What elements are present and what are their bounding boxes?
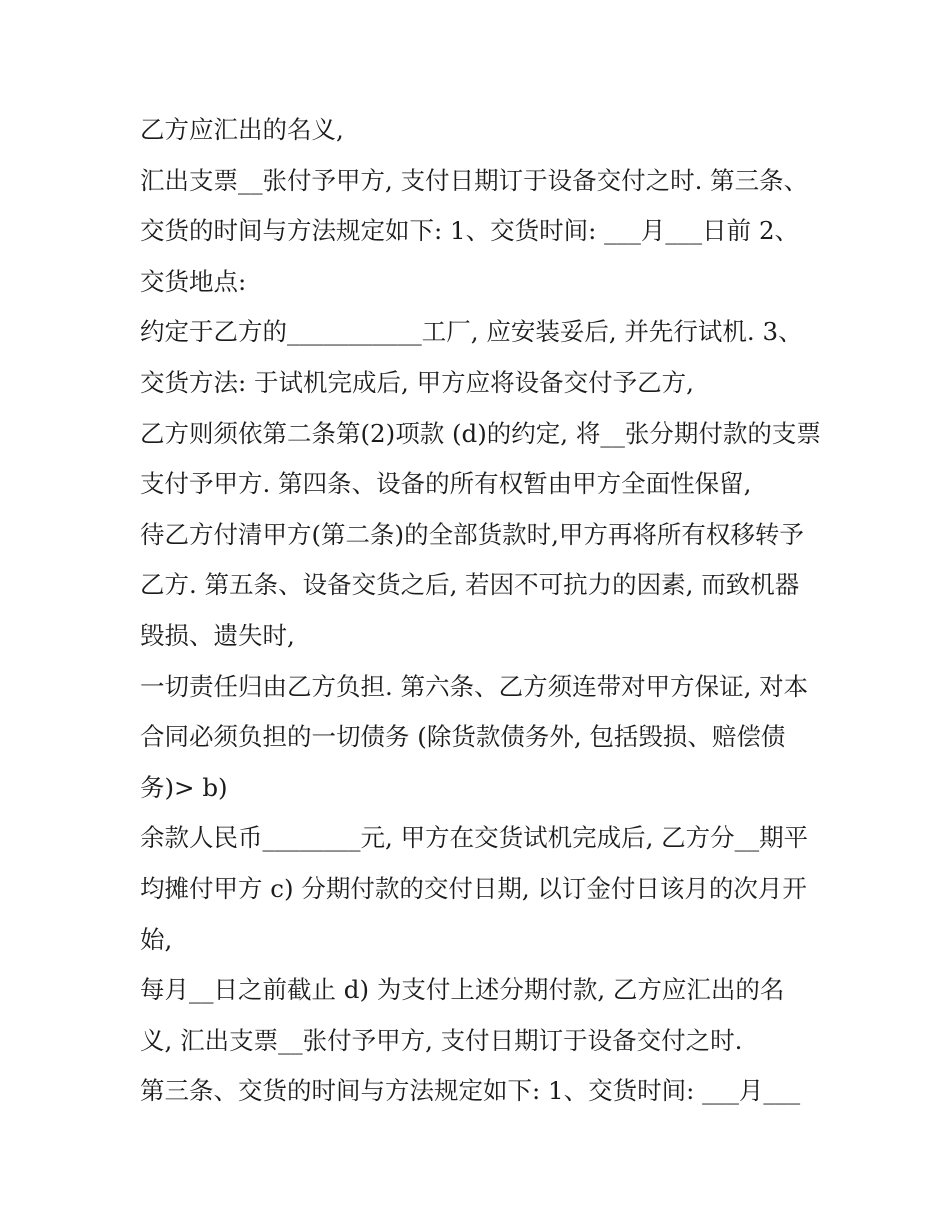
document-body [140,105,830,1117]
text-line: 第三条、交货的时间与方法规定如下: 1、交货时间: ___月___ [140,1076,801,1106]
text-line: 始, [140,924,173,954]
text-line: 务)> b) [140,772,228,802]
text-line: 余款人民币________元, 甲方在交货试机完成后, 乙方分__期平 [140,823,809,853]
text-line: 每月__日之前截止 d) 为支付上述分期付款, 乙方应汇出的名 [140,975,785,1005]
text-line: 毁损、遗失时, [140,620,295,650]
text-line: 支付予甲方. 第四条、设备的所有权暂由甲方全面性保留, [140,469,752,499]
text-line: 乙方则须依第二条第(2)项款 (d)的约定, 将__张分期付款的支票 [140,418,821,448]
text-line: 交货方法: 于试机完成后, 甲方应将设备交付予乙方, [140,367,694,397]
text-line: 合同必须负担的一切债务 (除货款债务外, 包括毁损、赔偿债 [140,722,786,752]
text-line: 待乙方付清甲方(第二条)的全部货款时,甲方再将所有权移转予 [140,519,804,549]
text-line: 交货的时间与方法规定如下: 1、交货时间: ___月___日前 2、 [140,216,800,246]
text-line: 乙方. 第五条、设备交货之后, 若因不可抗力的因素, 而致机器 [140,570,800,600]
text-line: 乙方应汇出的名义, [140,115,344,144]
text-line: 交货地点: [140,266,247,296]
text-line: 义, 汇出支票__张付予甲方, 支付日期订于设备交付之时. [140,1025,743,1055]
text-line: 约定于乙方的___________工厂, 应安装妥后, 并先行试机. 3、 [140,317,803,347]
text-line: 汇出支票__张付予甲方, 支付日期订于设备交付之时. 第三条、 [140,165,809,195]
text-line: 一切责任归由乙方负担. 第六条、乙方须连带对甲方保证, 对本 [140,671,809,701]
text-line: 均摊付甲方 c) 分期付款的交付日期, 以订金付日该月的次月开 [140,873,807,903]
